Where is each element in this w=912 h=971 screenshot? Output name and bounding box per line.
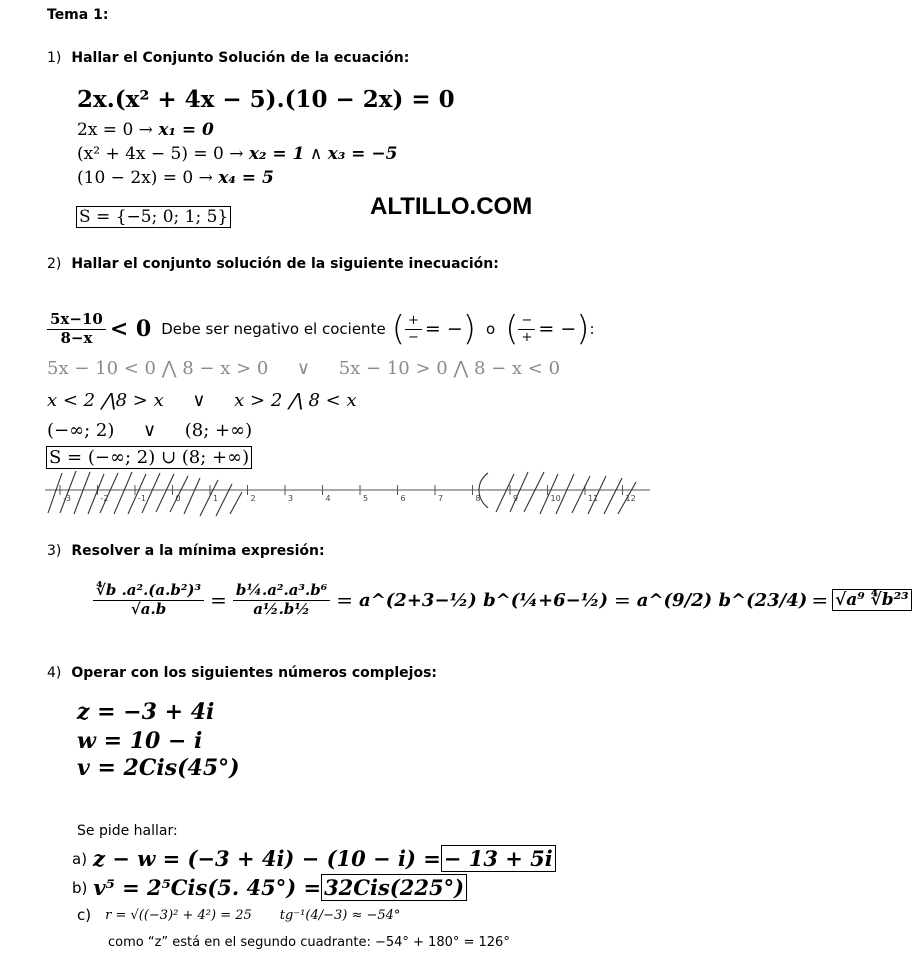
- page-title: Tema 1:: [47, 7, 109, 23]
- inequation-note: Debe ser negativo el cociente: [161, 320, 386, 338]
- number-line-label: 11: [588, 494, 599, 503]
- power-sum: a^(2+3−½) b^(¼+6−½): [359, 589, 609, 611]
- number-line-label: 2: [250, 494, 256, 503]
- section-4-heading: 4) Operar con los siguientes números complejos:: [47, 665, 437, 681]
- task-intro: Se pide hallar:: [77, 823, 178, 839]
- power-result: a^(9/2) b^(23/4): [636, 589, 808, 611]
- sign-rule-1: ( $\frac{+}{-}$ = − ): [391, 309, 477, 349]
- number-line-label: 6: [400, 494, 406, 503]
- number-line: [40, 468, 655, 523]
- complex-w: w = 10 − i: [77, 728, 203, 754]
- quadrant-note: como “z” está en el segundo cuadrante: −54° + 180° = 126°: [108, 935, 510, 950]
- simplification-line: $\frac{\text{∜b .a².(a.b²)³}}{√a.b}$ = $\frac{\text{b¼.a².a³.b⁶}}{\text{a½.b½}}$ = a^(2+3−½) b^(¼+6−½) = a^(9/2) b^(23/4) = √a⁹ ∜b²³: [93, 583, 912, 618]
- shaded-region-right: [479, 472, 636, 514]
- number-line-label: -2: [100, 494, 109, 503]
- inequation-row-2: x < 2 ⋀8 > x ∨ x > 2 ⋀ 8 < x: [47, 390, 357, 411]
- number-line-label: 7: [438, 494, 444, 503]
- complex-z: z = −3 + 4i: [77, 699, 215, 725]
- sign-rule-2: ( $\frac{-}{+}$ = − ): [505, 309, 590, 349]
- solution-set-2: S = (−∞; 2) ∪ (8; +∞): [46, 446, 252, 469]
- complex-v: v = 2Cis(45°): [77, 755, 240, 781]
- number-line-label: 9: [513, 494, 519, 503]
- section-2-heading: 2) Hallar el conjunto solución de la siguiente inecuación:: [47, 256, 499, 272]
- lhs-fraction: $\frac{\text{∜b .a².(a.b²)³}}{√a.b}$: [93, 583, 204, 618]
- inequation-line: $\frac{5x-10}{8-x}$ < 0 Debe ser negativo el cociente ( $\frac{+}{-}$ = − ) o ( $\frac{-}{+}$ = − ) :: [47, 309, 595, 349]
- mid-fraction: $\frac{\text{b¼.a².a³.b⁶}}{\text{a½.b½}}$: [233, 583, 330, 618]
- number-line-label: 10: [550, 494, 561, 503]
- section-1-heading: 1) Hallar el Conjunto Solución de la ecuación:: [47, 50, 410, 66]
- number-line-label: 8: [475, 494, 481, 503]
- inequation-row-3: (−∞; 2) ∨ (8; +∞): [47, 420, 253, 441]
- watermark: ALTILLO.COM: [370, 193, 533, 220]
- result-a: − 13 + 5i: [441, 845, 556, 872]
- equation-main: 2x.(x² + 4x − 5).(10 − 2x) = 0: [77, 86, 455, 113]
- number-line-label: -3: [63, 494, 71, 503]
- task-a: a) z − w = (−3 + 4i) − (10 − i) = − 13 + 5i: [72, 845, 556, 872]
- task-b: b) v⁵ = 2⁵Cis(5. 45°) = 32Cis(225°): [72, 874, 467, 901]
- result-b: 32Cis(225°): [321, 874, 467, 901]
- task-c: c) r = √((−3)² + 4²) = 25 tg⁻¹(4/−3) ≈ −54°: [77, 906, 401, 924]
- inequation-fraction: $\frac{5x-10}{8-x}$: [47, 312, 106, 347]
- final-radical: √a⁹ ∜b²³: [832, 589, 912, 611]
- section-number: 1): [47, 50, 62, 66]
- inequation-row-1: 5x − 10 < 0 ⋀ 8 − x > 0 ∨ 5x − 10 > 0 ⋀ 8 − x < 0: [47, 358, 561, 379]
- number-line-label: 1: [213, 494, 219, 503]
- number-line-label: 3: [288, 494, 294, 503]
- number-line-label: 12: [625, 494, 636, 503]
- section-3-heading: 3) Resolver a la mínima expresión:: [47, 543, 325, 559]
- number-line-label: 5: [363, 494, 369, 503]
- solution-set-1: S = {−5; 0; 1; 5}: [76, 206, 231, 228]
- number-line-label: -1: [138, 494, 146, 503]
- number-line-label: 0: [175, 494, 181, 503]
- step-line-3: (10 − 2x) = 0 → x₄ = 5: [77, 168, 274, 188]
- number-line-label: 4: [325, 494, 331, 503]
- step-line-1: 2x = 0 → x₁ = 0: [77, 120, 214, 140]
- step-line-2: (x² + 4x − 5) = 0 → x₂ = 1 ∧ x₃ = −5: [77, 144, 398, 164]
